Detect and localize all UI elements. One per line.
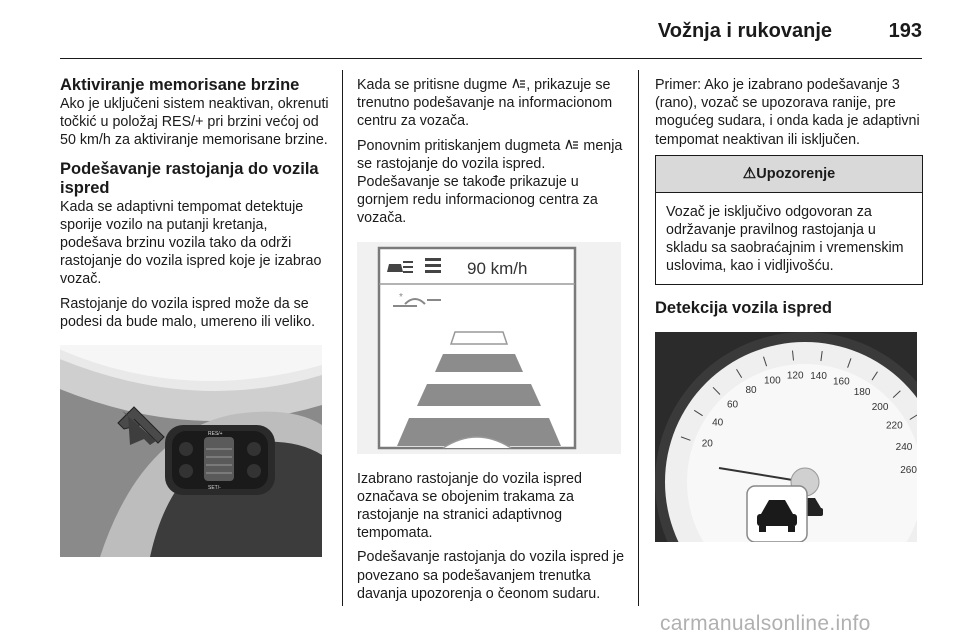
warning-box: [655, 155, 923, 285]
speedo-scale-label: 80: [745, 384, 757, 396]
paragraph-button-repeat: [357, 137, 627, 228]
speedo-scale-label: 100: [763, 374, 781, 386]
page-number: 193: [888, 20, 922, 42]
column-2: [357, 76, 627, 609]
speedo-scale-label: 180: [853, 386, 871, 398]
vehicle-ahead-indicator-icon: [747, 486, 807, 542]
warning-title: Upozorenje: [756, 165, 836, 182]
text-run: menja se rastojanje do vozila ispred. Podešavanje se takođe prikazuje u gornjem redu informacionog centra za vozača.: [357, 137, 623, 227]
speedo-scale-label: 20: [701, 438, 713, 450]
paragraph-warning-link: Podešavanje rastojanja do vozila ispred je povezano sa podešavanjem trenutka davanja upozorenja o čeonom sudaru.: [357, 549, 625, 602]
speedo-scale-label: 40: [712, 417, 724, 429]
header-title: Vožnja i rukovanje: [657, 20, 832, 42]
paragraph-button-press: [357, 76, 627, 131]
display-speed: 90 km/h: [467, 258, 528, 278]
speedo-scale-label: 240: [895, 441, 913, 453]
speedo-scale-label: 220: [885, 420, 903, 432]
column-divider: [638, 70, 639, 606]
heading-memory-speed: Aktiviranje memorisane brzine: [60, 76, 300, 94]
heading-vehicle-detection: Detekcija vozila ispred: [655, 298, 832, 317]
speedometer-illustration: [655, 332, 917, 542]
speedo-scale-label: 160: [832, 376, 850, 388]
driver-info-display: [357, 242, 621, 454]
paragraph-selected-distance: Izabrano rastojanje do vozila ispred označava se obojenim trakama za rastojanje na stranici adaptivnog tempomata.: [357, 470, 582, 542]
column-divider: [342, 70, 343, 606]
speedo-scale-label: 200: [871, 401, 889, 413]
warning-header: [656, 156, 922, 193]
svg-text:*: *: [399, 291, 403, 303]
paragraph-distance-2: Rastojanje do vozila ispred može da se podesi da bude malo, umereno ili veliko.: [60, 295, 316, 330]
paragraph-memory-speed: Ako je uključeni sistem neaktivan, okrenuti točkić u položaj RES/+ pri brzini većoj od 50 km/h za aktiviranje memorisane brzine.: [60, 96, 329, 149]
distance-button-icon: [511, 77, 526, 90]
column-3: [655, 76, 923, 542]
paragraph-example: Primer: Ako je izabrano podešavanje 3 (rano), vozač se upozorava ranije, pre mogućeg sudara, i onda kada je adaptivni tempomat neaktivan ili isključen.: [655, 77, 920, 148]
steering-wheel-illustration: [60, 345, 322, 557]
watermark: carmanualsonline.info: [660, 612, 871, 635]
distance-button-icon: [564, 138, 579, 151]
driver-info-display-figure: [357, 242, 621, 454]
column-1: [60, 76, 330, 557]
page-header: [60, 18, 922, 58]
speedo-scale-label: 60: [726, 399, 739, 411]
header-rule: [60, 58, 922, 59]
distance-bars-icon: [425, 258, 441, 273]
speedo-scale-label: 120: [786, 370, 804, 382]
speedo-scale-label: 140: [810, 370, 827, 382]
res-label: RES/+: [208, 431, 223, 438]
text-run: , prikazuje se trenutno podešavanje na informacionom centru za vozača.: [357, 77, 613, 130]
paragraph-distance-1: Kada se adaptivni tempomat detektuje sporije vozilo na putanji kretanja, podešava brzinu vozila tako da održi rastojanje do vozila ispred koje je izabrao vozač.: [60, 198, 322, 288]
steering-wheel-figure: [60, 345, 322, 557]
set-label: SET/-: [208, 485, 221, 492]
warning-triangle-icon: ⚠: [742, 164, 757, 182]
text-run: Kada se pritisne dugme: [357, 77, 508, 93]
warning-body: Vozač je isključivo odgovoran za održavanje pravilnog rastojanja u skladu sa saobraćajnim i vremenskim uslovima, kao i vidljivošću.: [666, 203, 904, 275]
speedo-scale-label: 260: [900, 464, 917, 476]
text-run: Ponovnim pritiskanjem dugmeta: [357, 137, 561, 154]
heading-distance: Podešavanje rastojanja do vozila ispred: [60, 159, 319, 197]
speedometer-figure: [655, 332, 917, 542]
